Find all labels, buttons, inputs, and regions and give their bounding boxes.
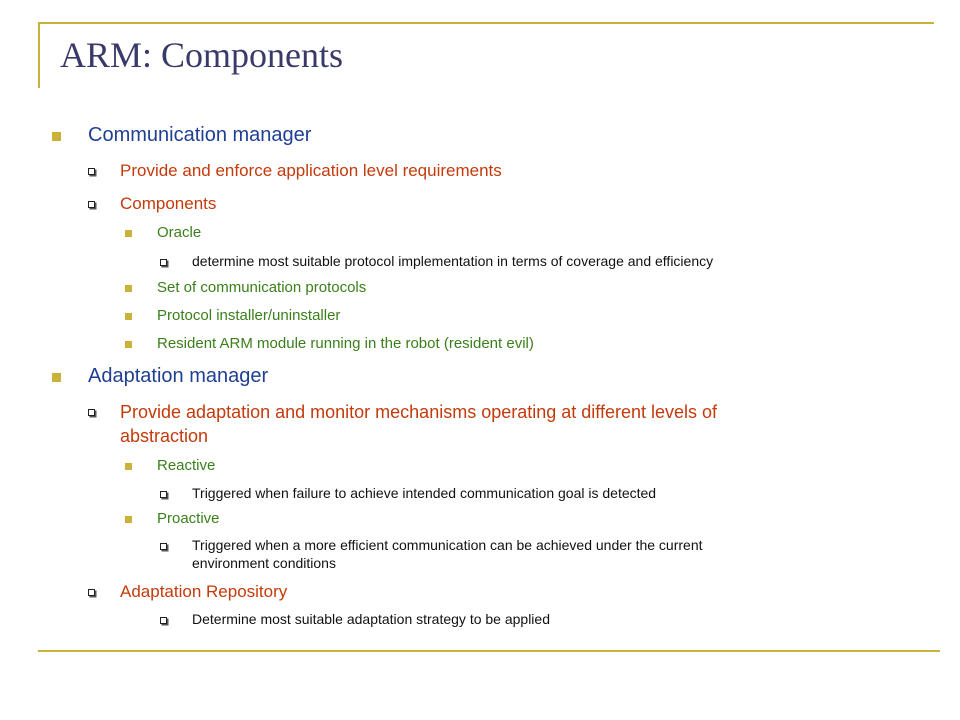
square-bullet-icon (52, 373, 61, 382)
square-bullet-icon (125, 313, 132, 320)
bullet-text: Communication manager (88, 124, 312, 146)
box-bullet-icon (88, 589, 95, 596)
bullet-text: Components (120, 194, 217, 213)
slide-title: ARM: Components (60, 35, 344, 75)
bottom-rule (38, 650, 940, 652)
bullet-text: Provide adaptation and monitor mechanisms operating at different levels of (120, 402, 718, 422)
bullet-text: Protocol installer/uninstaller (157, 307, 341, 324)
bullet-text: Provide and enforce application level requirements (120, 161, 502, 180)
box-bullet-icon (160, 259, 167, 266)
bullet-text: Proactive (157, 510, 220, 527)
left-rule (38, 22, 40, 88)
square-bullet-icon (125, 463, 132, 470)
bullet-text: Triggered when failure to achieve intended communication goal is detected (192, 485, 657, 501)
box-bullet-icon (160, 543, 167, 550)
bullet-text: Reactive (157, 457, 216, 474)
bullet-text: Adaptation manager (88, 365, 269, 387)
bullet-text: determine most suitable protocol implementation in terms of coverage and efficiency (192, 253, 714, 269)
box-bullet-icon (88, 201, 95, 208)
square-bullet-icon (125, 516, 132, 523)
bullet-text: Determine most suitable adaptation strategy to be applied (192, 611, 550, 627)
bullet-text: Oracle (157, 224, 202, 241)
square-bullet-icon (125, 341, 132, 348)
bullet-text: abstraction (120, 426, 209, 446)
bullet-text: Adaptation Repository (120, 582, 288, 601)
square-bullet-icon (52, 132, 61, 141)
square-bullet-icon (125, 285, 132, 292)
box-bullet-icon (160, 491, 167, 498)
bullet-text: environment conditions (192, 555, 336, 571)
box-bullet-icon (160, 617, 167, 624)
bullet-text: Triggered when a more efficient communication can be achieved under the current (192, 537, 703, 553)
box-bullet-icon (88, 409, 95, 416)
top-rule (38, 22, 934, 24)
bullet-text: Set of communication protocols (157, 279, 367, 296)
box-bullet-icon (88, 168, 95, 175)
square-bullet-icon (125, 230, 132, 237)
bullet-text: Resident ARM module running in the robot (resident evil) (157, 335, 534, 352)
